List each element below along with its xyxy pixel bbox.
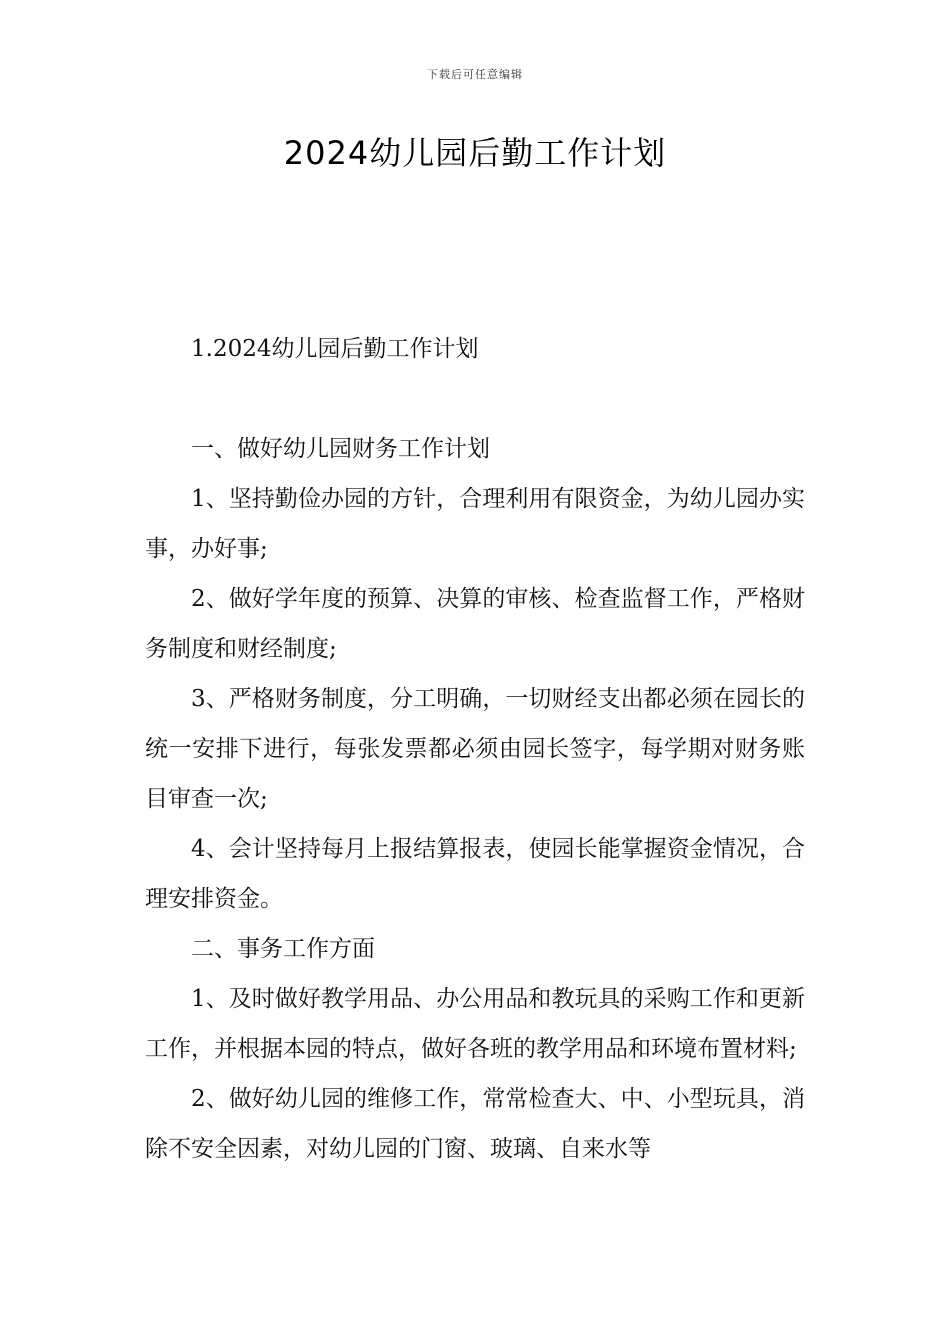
document-title: 2024幼儿园后勤工作计划 — [283, 134, 667, 172]
section-heading-affairs: 二、事务工作方面 — [191, 936, 375, 962]
paragraph: 4、会计坚持每月上报结算报表，使园长能掌握资金情况，合理安排资金。 — [145, 836, 805, 912]
paragraph: 1、及时做好教学用品、办公用品和教玩具的采购工作和更新工作，并根据本园的特点，做好各班的教学用品和环境布置材料; — [145, 986, 805, 1062]
section-heading: 1.2024幼儿园后勤工作计划 — [191, 336, 479, 362]
paragraph: 2、做好学年度的预算、决算的审核、检查监督工作，严格财务制度和财经制度; — [145, 586, 805, 662]
paragraph: 1、坚持勤俭办园的方针，合理利用有限资金，为幼儿园办实事，办好事; — [145, 486, 805, 562]
section-heading-finance: 一、做好幼儿园财务工作计划 — [191, 436, 490, 462]
document-body — [145, 424, 805, 1174]
header-note: 下载后可任意编辑 — [427, 68, 523, 81]
paragraph: 2、做好幼儿园的维修工作，常常检查大、中、小型玩具，消除不安全因素，对幼儿园的门窗、玻璃、自来水等 — [145, 1086, 805, 1162]
paragraph: 3、严格财务制度，分工明确，一切财经支出都必须在园长的统一安排下进行，每张发票都必须由园长签字，每学期对财务账目审查一次; — [145, 686, 805, 812]
